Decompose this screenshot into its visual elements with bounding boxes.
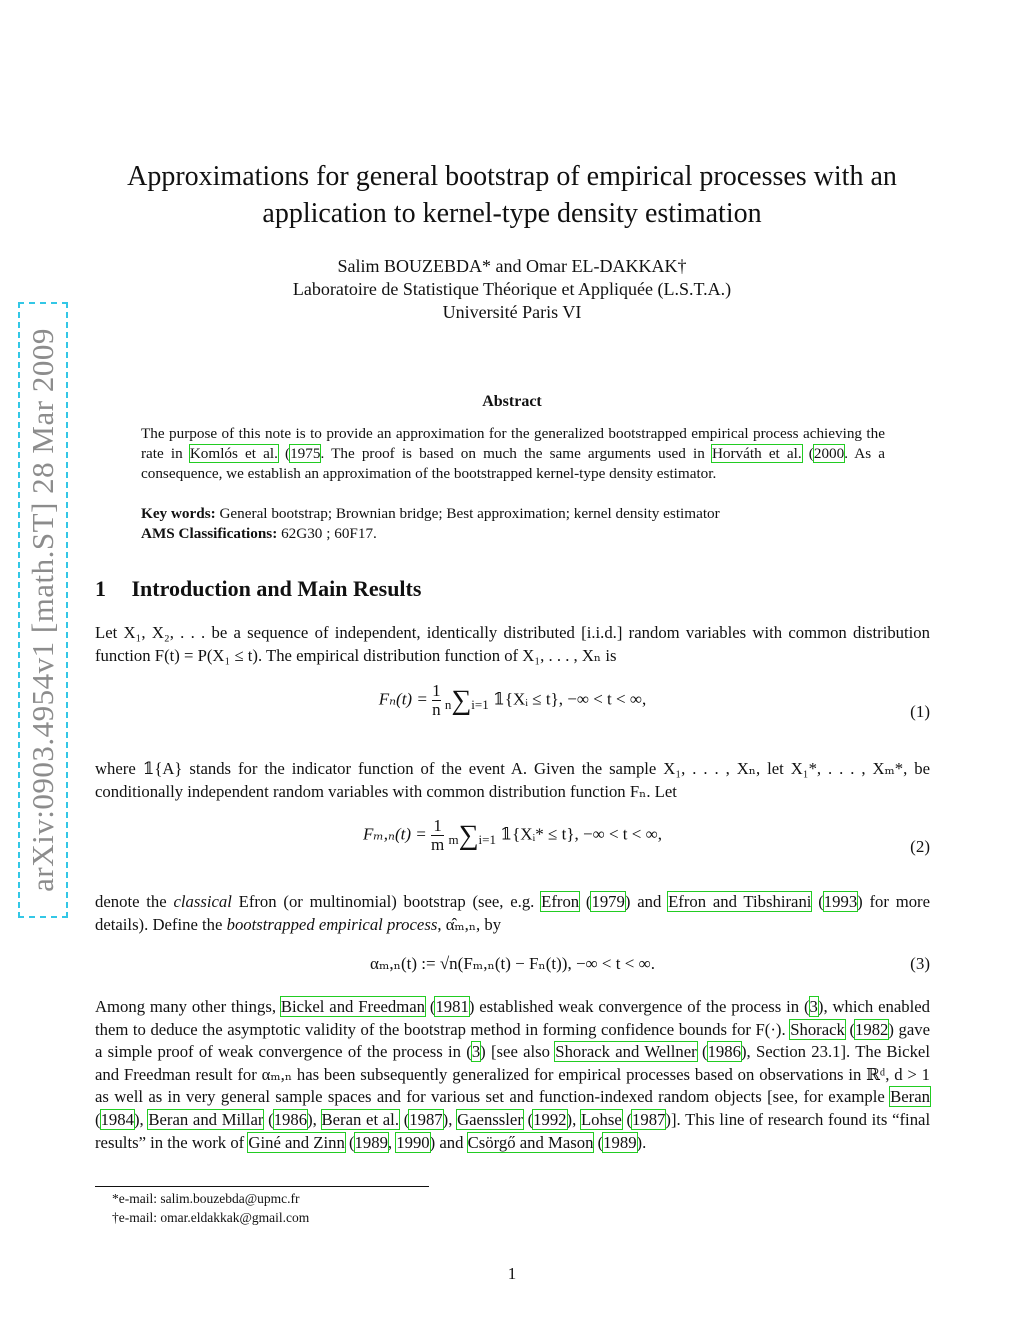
eq2-fraction: $\frac{1}{m}$ — [430, 816, 445, 854]
section-number: 1 — [95, 576, 106, 601]
cite-efron-tibshirani-year[interactable]: 1993 — [823, 892, 858, 911]
cite-beran-etal-year[interactable]: 1987 — [409, 1109, 443, 1129]
keywords-label: Key words: — [141, 505, 216, 522]
footnote-2: †e-mail: omar.eldakkak@gmail.com — [112, 1210, 310, 1225]
ams-label: AMS Classifications: — [141, 525, 278, 542]
eq2-sum: m∑i=1 — [448, 819, 496, 851]
cite-komlos[interactable]: Komlós et al. — [189, 445, 278, 462]
cite-efron[interactable]: Efron — [541, 892, 580, 911]
cite-shorack[interactable]: Shorack — [790, 1019, 845, 1039]
author-names: Salim BOUZEBDA* and Omar EL-DAKKAK† — [337, 256, 687, 276]
paper-title — [60, 158, 964, 232]
equation-number-2: (2) — [910, 837, 930, 856]
equation-number-1: (1) — [910, 702, 930, 721]
author-block — [60, 255, 964, 324]
cite-beran-millar[interactable]: Beran and Millar — [148, 1109, 264, 1129]
eq-ref-3b[interactable]: 3 — [471, 1042, 481, 1062]
cite-gine-zinn-year-1[interactable]: 1989 — [354, 1132, 388, 1152]
eq1-sum: n∑i=1 — [444, 684, 489, 716]
ams-text: 62G30 ; 60F17. — [281, 525, 377, 542]
cite-gine-zinn-year-2[interactable]: 1990 — [396, 1132, 430, 1152]
cite-beran-etal[interactable]: Beran et al. — [321, 1109, 399, 1129]
cite-lohse-year[interactable]: 1987 — [632, 1109, 666, 1129]
abstract-heading: Abstract — [482, 393, 542, 410]
cite-efron-tibshirani[interactable]: Efron and Tibshirani — [668, 892, 812, 911]
cite-gaenssler-year[interactable]: 1992 — [533, 1109, 567, 1129]
cite-horvath-year[interactable]: 2000 — [813, 445, 845, 462]
cite-csorgo-mason[interactable]: Csörgő and Mason — [467, 1132, 594, 1152]
abstract-text: The purpose of this note is to provide an approximation for the generalized bootstrapped empirical process achieving the rate in Komlós et al. (1975. The proof is based on much the same arguments used in Horváth et al. (2000. As a consequence, we establish an approximation of the bootstrapped kernel-type density estimator. — [141, 425, 886, 482]
equation-1: Fₙ(t) = $\frac{1}{n}$ n∑i=1 𝟙{Xᵢ ≤ t}, −∞ < t < ∞, (1) — [378, 681, 930, 721]
cite-gaenssler[interactable]: Gaenssler — [457, 1109, 523, 1129]
cite-beran-year[interactable]: 1984 — [100, 1109, 134, 1129]
intro-paragraph-1: Let X₁, X₂, . . . be a sequence of independent, identically distributed [i.i.d.] random variables with common distribution function F(t) = P(X₁ ≤ t). The empirical distribution function of X₁, . . . , Xₙ is — [95, 623, 930, 665]
cite-beran-millar-year[interactable]: 1986 — [273, 1109, 308, 1129]
section-heading — [95, 576, 421, 602]
cite-horvath[interactable]: Horváth et al. — [711, 445, 802, 462]
section-title: Introduction and Main Results — [131, 576, 422, 601]
cite-gine-zinn[interactable]: Giné and Zinn — [248, 1132, 345, 1152]
cite-csorgo-mason-year[interactable]: 1989 — [603, 1132, 637, 1152]
keywords-block — [141, 504, 885, 544]
cite-bickel-freedman[interactable]: Bickel and Freedman — [280, 997, 425, 1016]
arxiv-id[interactable]: arXiv:0903.4954v1 [math.ST] 28 Mar 2009 — [25, 328, 60, 892]
equation-2: Fₘ,ₙ(t) = $\frac{1}{m}$ m∑i=1 𝟙{Xᵢ* ≤ t}, −∞ < t < ∞, (2) — [363, 816, 930, 856]
cite-lohse[interactable]: Lohse — [580, 1109, 622, 1129]
page-number: 1 — [507, 1264, 517, 1283]
cite-bickel-freedman-year[interactable]: 1981 — [435, 997, 469, 1016]
cite-shorack-wellner-year[interactable]: 1986 — [707, 1042, 741, 1062]
footnote-1: *e-mail: salim.bouzebda@upmc.fr — [112, 1191, 300, 1206]
equation-3: αₘ,ₙ(t) := √n(Fₘ,ₙ(t) − Fₙ(t)), −∞ < t < ∞. (3) — [370, 954, 930, 973]
affiliation: Laboratoire de Statistique Théorique et Appliquée (L.S.T.A.) — [292, 279, 732, 299]
cite-komlos-year[interactable]: 1975 — [290, 445, 321, 462]
cite-shorack-wellner[interactable]: Shorack and Wellner — [555, 1042, 697, 1062]
title-line-2: application to kernel-type density estimation — [262, 198, 762, 229]
university: Université Paris VI — [442, 302, 582, 322]
intro-paragraph-2: where 𝟙{A} stands for the indicator function of the event A. Given the sample X₁, . . . , Xₙ, let X₁*, . . . , Xₘ*, be conditionally independent random variables with common distribution function Fₙ. Let — [95, 759, 930, 801]
intro-paragraph-4: Among many other things, Bickel and Freedman (1981) established weak convergence of the process in (3), which enabled them to deduce the asymptotic validity of the bootstrap method in forming confidence bounds for F(·). Shorack (1982) gave a simple proof of weak convergence of the process in (3) [see also Shorack and Wellner (1986), Section 23.1]. The Bickel and Freedman result for αₘ,ₙ has been subsequently generalized for empirical processes based on observations in ℝᵈ, d > 1 as well as in very general sample spaces and for various set and function-indexed random objects [see, for example Beran (1984), Beran and Millar (1986), Beran et al. (1987), Gaenssler (1992), Lohse (1987)]. This line of research found its “final results” in the work of Giné and Zinn (1989, 1990) and Csörgő and Mason (1989). — [95, 997, 931, 1152]
intro-paragraph-3: denote the classical Efron (or multinomial) bootstrap (see, e.g. Efron (1979) and Efron and Tibshirani (1993) for more details). Define the bootstrapped empirical process, α̂ₘ,ₙ, by — [95, 892, 931, 934]
cite-shorack-year[interactable]: 1982 — [855, 1019, 889, 1039]
cite-efron-year[interactable]: 1979 — [591, 892, 625, 911]
eq-ref-3a[interactable]: 3 — [809, 997, 818, 1016]
title-line-1: Approximations for general bootstrap of empirical processes with an — [127, 161, 897, 192]
keywords-text: General bootstrap; Brownian bridge; Best approximation; kernel density estimator — [219, 505, 720, 522]
equation-number-3: (3) — [910, 954, 930, 973]
footnote-rule — [95, 1186, 429, 1187]
eq1-fraction: $\frac{1}{n}$ — [432, 681, 441, 719]
cite-beran[interactable]: Beran — [890, 1087, 930, 1107]
